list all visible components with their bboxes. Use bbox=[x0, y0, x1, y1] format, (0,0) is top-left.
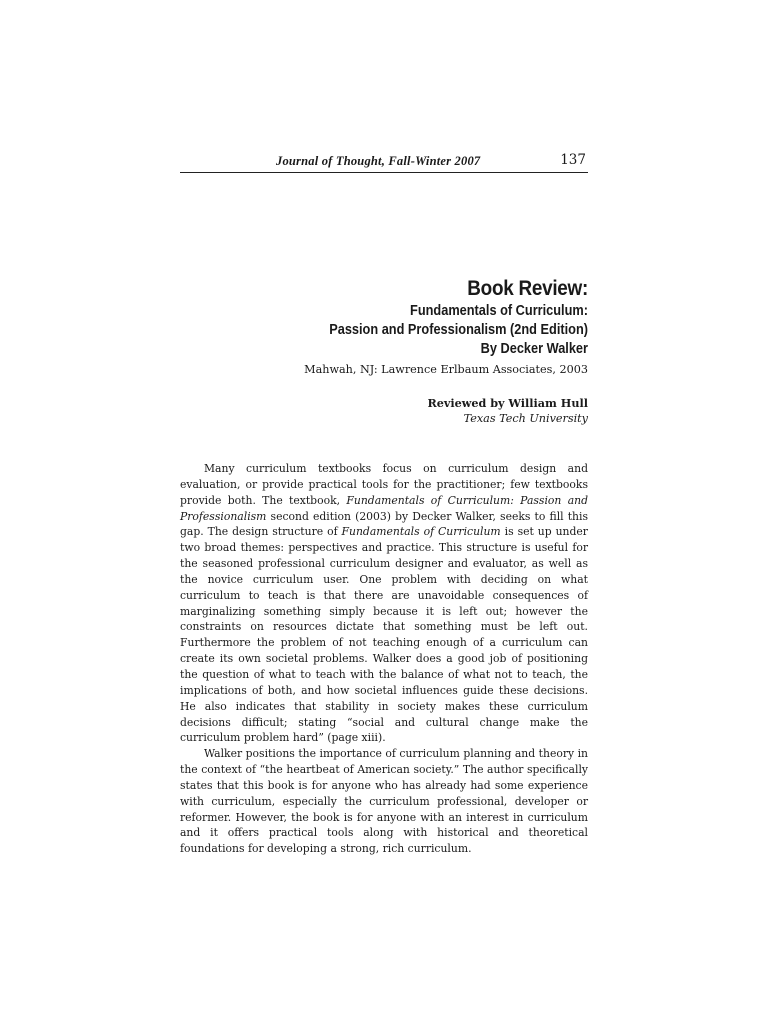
page-number: 137 bbox=[560, 152, 586, 168]
paragraph-1-text-c: is set up under two broad themes: perspectives and practice. This structure is useful for the seasoned professional curriculum designer and evaluator, as well as the novice curriculum user. One problem with deciding on what curriculum to teach is that there are unavoidable consequences of marginalizing something simply because it is left out; however the constraints on resources dictate that something must be left out. Furthermore the problem of not teaching enough of a curriculum can create its own societal problems. Walker does a good job of positioning the question of what to teach with the balance of what not to teach, the implications of both, and how societal influences guide these decisions. He also indicates that stability in society makes these curriculum decisions difficult; stating “social and cultural change make the curriculum problem hard” (page xiii). bbox=[180, 525, 588, 745]
review-title-block bbox=[180, 276, 588, 427]
paragraph-1 bbox=[180, 461, 588, 746]
review-heading: Book Review: bbox=[467, 277, 588, 300]
paragraph-1-text-b: second edition (2003) by Decker Walker, seeks to fill this gap. The design structure of bbox=[180, 509, 588, 539]
reviewer-affiliation: Texas Tech University bbox=[463, 412, 588, 425]
book-title-italic-2: Fundamentals of Curriculum bbox=[341, 525, 501, 539]
reviewer-name: Reviewed by William Hull bbox=[427, 396, 588, 410]
book-title-line-1: Fundamentals of Curriculum: bbox=[410, 303, 588, 319]
running-head bbox=[180, 152, 588, 173]
paragraph-1-text-a: Many curriculum textbooks focus on curriculum design and evaluation, or provide practical tools for the practitioner; few textbooks provide both. The textbook, bbox=[180, 462, 588, 507]
publisher-info: Mahwah, NJ: Lawrence Erlbaum Associates, 2003 bbox=[304, 363, 588, 376]
book-title-italic-1: Fundamentals of Curriculum: Passion and Professionalism bbox=[180, 493, 588, 523]
book-title-line-2: Passion and Professionalism (2nd Edition) bbox=[329, 322, 588, 338]
book-author: By Decker Walker bbox=[480, 341, 588, 357]
journal-title: Journal of Thought, Fall-Winter 2007 bbox=[276, 154, 481, 168]
paragraph-2: Walker positions the importance of curriculum planning and theory in the context of “the heartbeat of American society.” The author specifically states that this book is for anyone who has already had some experience with curriculum, especially the curriculum professional, developer or reformer. However, the book is for anyone with an interest in curriculum and it offers practical tools along with historical and theoretical foundations for developing a strong, rich curriculum. bbox=[180, 747, 588, 856]
review-body bbox=[180, 461, 588, 857]
